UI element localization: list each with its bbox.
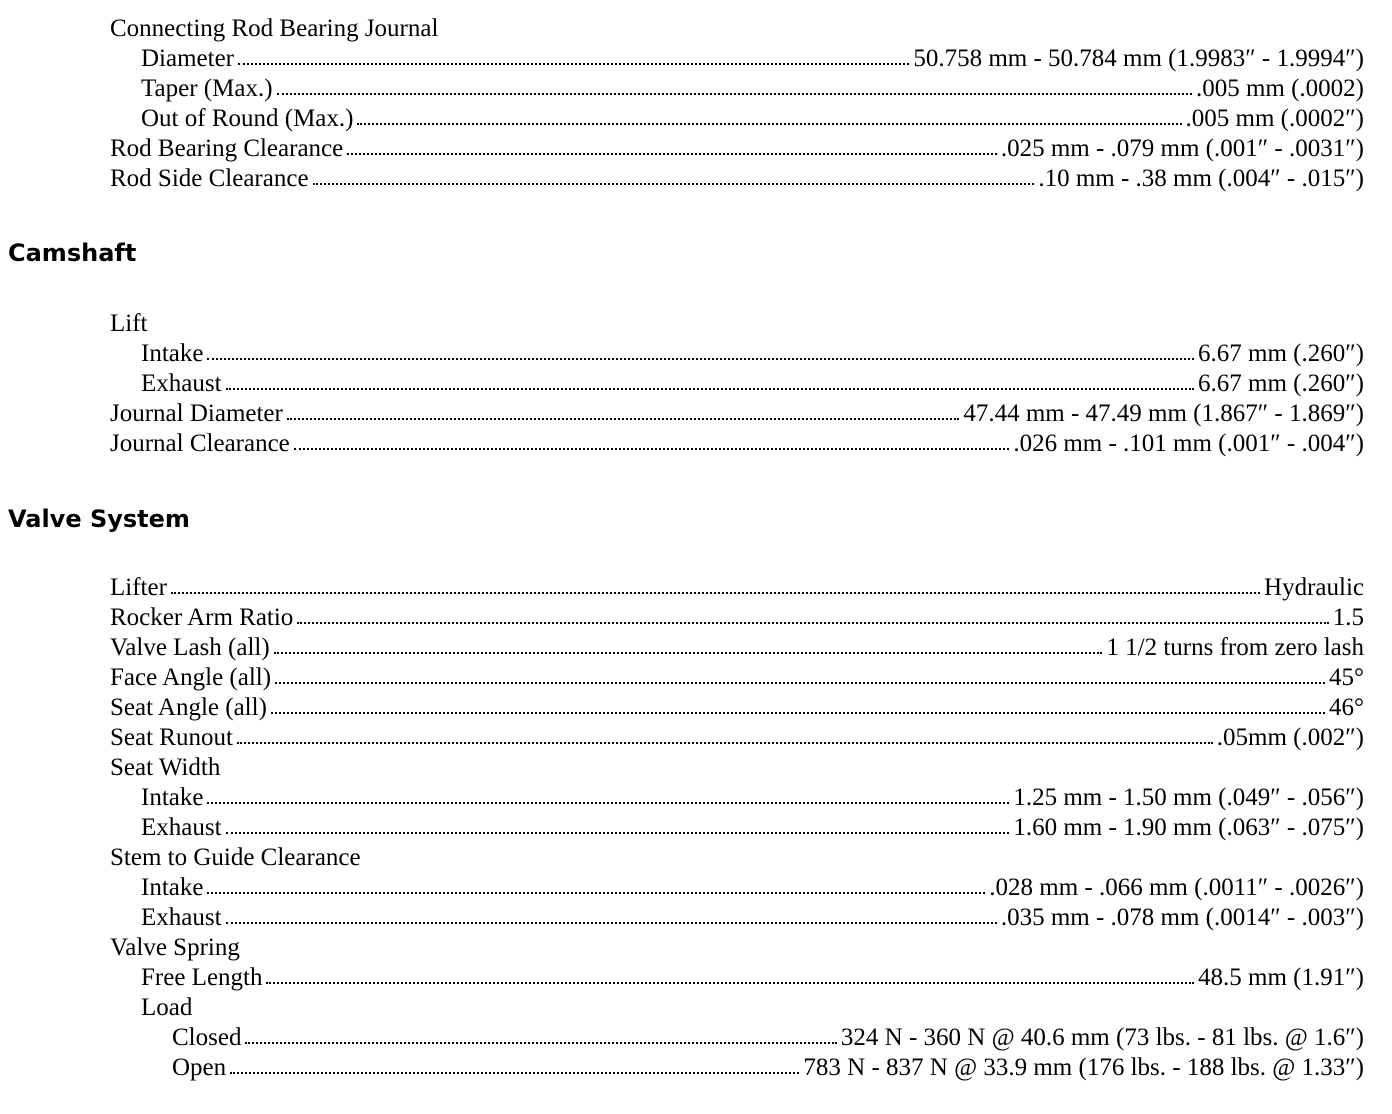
spec-value: 45°	[1329, 664, 1364, 691]
dot-leader	[245, 1042, 836, 1044]
spec-row-group-header	[110, 14, 1364, 44]
spec-value: 783 N - 837 N @ 33.9 mm (176 lbs. - 188 lbs. @ 1.33″)	[803, 1054, 1364, 1081]
section-valve-system	[110, 573, 1364, 1083]
spec-label: Free Length	[141, 964, 263, 991]
spec-value: 46°	[1329, 694, 1364, 721]
dot-leader	[207, 358, 1194, 360]
dot-leader	[347, 153, 997, 155]
spec-label: Seat Width	[110, 754, 221, 781]
spec-row	[110, 903, 1364, 933]
spec-row-group-header	[110, 843, 1364, 873]
spec-row	[110, 783, 1364, 813]
spec-value: .026 mm - .101 mm (.001″ - .004″)	[1013, 430, 1364, 457]
spec-row	[110, 1053, 1364, 1083]
spec-label: Closed	[172, 1024, 242, 1051]
spec-label: Stem to Guide Clearance	[110, 844, 361, 871]
dot-leader	[171, 592, 1260, 594]
spec-row	[110, 44, 1364, 74]
spec-row	[110, 164, 1364, 194]
spec-label: Journal Clearance	[110, 430, 290, 457]
dot-leader	[271, 712, 1325, 714]
spec-value: 6.67 mm (.260″)	[1198, 370, 1364, 397]
spec-label: Intake	[141, 340, 204, 367]
spec-label: Seat Runout	[110, 724, 233, 751]
dot-leader	[357, 123, 1181, 125]
spec-label: Connecting Rod Bearing Journal	[110, 15, 439, 42]
spec-label: Intake	[141, 784, 204, 811]
dot-leader	[230, 1072, 799, 1074]
section-heading-valve-system: Valve System	[8, 505, 190, 533]
dot-leader	[274, 652, 1103, 654]
spec-value: 324 N - 360 N @ 40.6 mm (73 lbs. - 81 lbs. @ 1.6″)	[840, 1024, 1364, 1051]
spec-row	[110, 633, 1364, 663]
spec-value: .025 mm - .079 mm (.001″ - .0031″)	[1000, 135, 1364, 162]
spec-row	[110, 429, 1364, 459]
spec-value: 48.5 mm (1.91″)	[1198, 964, 1364, 991]
spec-row	[110, 663, 1364, 693]
spec-label: Taper (Max.)	[141, 75, 273, 102]
dot-leader	[287, 418, 959, 420]
spec-value: 1 1/2 turns from zero lash	[1106, 634, 1364, 661]
dot-leader	[226, 388, 1194, 390]
spec-value: .005 mm (.0002″)	[1185, 105, 1364, 132]
spec-value: 6.67 mm (.260″)	[1198, 340, 1364, 367]
spec-value: 1.60 mm - 1.90 mm (.063″ - .075″)	[1013, 814, 1364, 841]
dot-leader	[207, 802, 1009, 804]
spec-label: Valve Lash (all)	[110, 634, 270, 661]
spec-value: .028 mm - .066 mm (.0011″ - .0026″)	[989, 874, 1364, 901]
dot-leader	[313, 183, 1035, 185]
dot-leader	[207, 892, 985, 894]
dot-leader	[238, 63, 909, 65]
spec-row	[110, 813, 1364, 843]
spec-row	[110, 603, 1364, 633]
spec-label: Exhaust	[141, 370, 222, 397]
spec-label: Exhaust	[141, 904, 222, 931]
dot-leader	[266, 982, 1194, 984]
spec-label: Exhaust	[141, 814, 222, 841]
spec-row	[110, 339, 1364, 369]
section-camshaft	[110, 309, 1364, 459]
spec-row	[110, 74, 1364, 104]
spec-row	[110, 723, 1364, 753]
spec-row	[110, 873, 1364, 903]
dot-leader	[275, 682, 1325, 684]
spec-label: Intake	[141, 874, 204, 901]
spec-row-group-header	[110, 993, 1364, 1023]
spec-value: .10 mm - .38 mm (.004″ - .015″)	[1038, 165, 1364, 192]
spec-label: Journal Diameter	[110, 400, 283, 427]
spec-row-group-header	[110, 309, 1364, 339]
spec-row	[110, 573, 1364, 603]
spec-value: 47.44 mm - 47.49 mm (1.867″ - 1.869″)	[963, 400, 1364, 427]
spec-label: Lift	[110, 310, 148, 337]
dot-leader	[294, 448, 1010, 450]
spec-row-group-header	[110, 933, 1364, 963]
spec-label: Rocker Arm Ratio	[110, 604, 294, 631]
spec-value: 50.758 mm - 50.784 mm (1.9983″ - 1.9994″)	[913, 45, 1364, 72]
spec-value: .005 mm (.0002)	[1195, 75, 1364, 102]
spec-label: Out of Round (Max.)	[141, 105, 354, 132]
dot-leader	[297, 622, 1328, 624]
spec-row	[110, 369, 1364, 399]
spec-row	[110, 693, 1364, 723]
spec-row	[110, 134, 1364, 164]
spec-value: .05mm (.002″)	[1216, 724, 1364, 751]
spec-label: Load	[141, 994, 193, 1021]
dot-leader	[237, 742, 1213, 744]
spec-value: .035 mm - .078 mm (.0014″ - .003″)	[1000, 904, 1364, 931]
spec-label: Seat Angle (all)	[110, 694, 267, 721]
spec-row-group-header	[110, 753, 1364, 783]
spec-value: 1.5	[1332, 604, 1364, 631]
spec-label: Lifter	[110, 574, 167, 601]
spec-label: Open	[172, 1054, 227, 1081]
spec-label: Diameter	[141, 45, 235, 72]
spec-row	[110, 399, 1364, 429]
section-connecting-rod	[110, 14, 1364, 194]
spec-value: 1.25 mm - 1.50 mm (.049″ - .056″)	[1013, 784, 1364, 811]
dot-leader	[226, 832, 1010, 834]
spec-row	[110, 1023, 1364, 1053]
dot-leader	[277, 93, 1192, 95]
dot-leader	[226, 922, 997, 924]
section-heading-camshaft: Camshaft	[8, 239, 137, 267]
spec-row	[110, 104, 1364, 134]
spec-label: Rod Bearing Clearance	[110, 135, 344, 162]
spec-label: Face Angle (all)	[110, 664, 272, 691]
spec-value: Hydraulic	[1264, 574, 1364, 601]
spec-label: Rod Side Clearance	[110, 165, 309, 192]
spec-row	[110, 963, 1364, 993]
spec-label: Valve Spring	[110, 934, 240, 961]
